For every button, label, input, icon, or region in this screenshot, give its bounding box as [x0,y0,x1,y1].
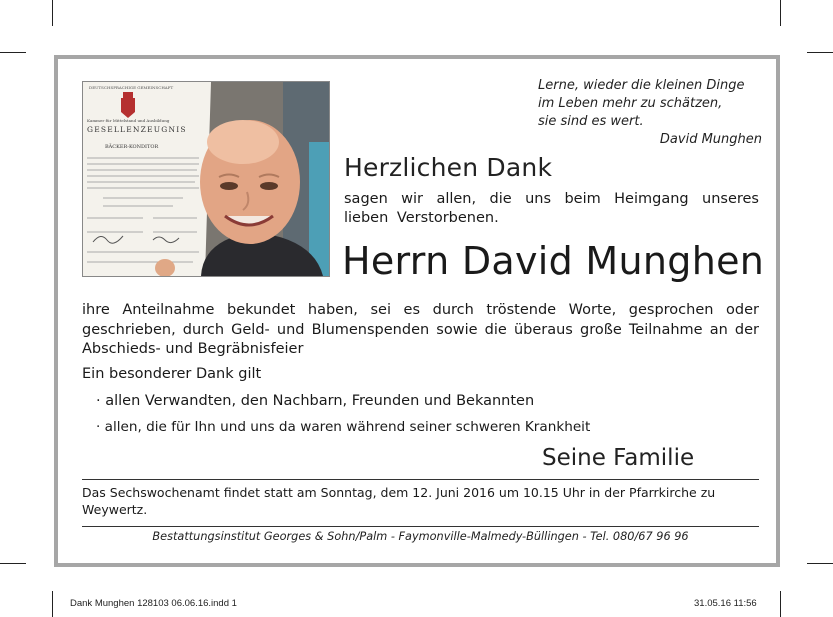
svg-text:Kammer für Mittelstand und Aus: Kammer für Mittelstand und Ausbildung [87,118,170,123]
signature: Seine Familie [542,445,695,471]
thanks-intro: sagen wir allen, die uns beim Heimgang unseres lieben Verstorbenen. [344,191,759,226]
mass-notice: Das Sechswochenamt findet statt am Sonntag, dem 12. Juni 2016 um 10.15 Uhr in der Pfarrkirche zu Weywertz. [82,485,716,517]
print-slug-datetime: 31.05.16 11:56 [694,598,757,609]
crop-mark [52,591,53,617]
certificate-trade: BÄCKER-KONDITOR [105,144,159,150]
svg-text:DEUTSCHSPRACHIGE GEMEINSCHAFT: DEUTSCHSPRACHIGE GEMEINSCHAFT [89,85,174,90]
special-thanks: Ein besonderer Dank gilt [82,366,262,382]
divider [82,479,759,480]
divider [82,526,759,527]
thanks-heading: Herzlichen Dank [344,153,553,182]
thanks-body: ihre Anteilnahme bekundet haben, sei es durch tröstende Worte, gesprochen oder geschrieben, durch Geld- und Blumenspenden sowie die überaus große Teilnahme an der Abschieds- und Begräbnisfeier [82,302,759,357]
quote-line: im Leben mehr zu schätzen, [538,96,723,111]
deceased-name: Herrn David Munghen [342,239,765,283]
crop-mark [52,0,53,26]
obituary-frame [54,55,780,567]
certificate-heading: GESELLENZEUGNIS [87,125,187,134]
crop-mark [807,52,833,53]
crop-mark [780,0,781,26]
crop-mark [807,563,833,564]
thanks-bullet: · allen, die für Ihn und uns da waren während seiner schweren Krankheit [96,419,591,435]
quote-line: sie sind es wert. [538,114,644,129]
undertaker-line: Bestattungsinstitut Georges & Sohn/Palm - Faymonville-Malmedy-Büllingen - Tel. 080/67 96 96 [152,530,689,543]
print-slug-file: Dank Munghen 128103 06.06.16.indd 1 [70,598,237,609]
thanks-bullet: · allen Verwandten, den Nachbarn, Freunden und Bekannten [96,393,535,409]
quote-author: David Munghen [659,132,762,147]
quote-line: Lerne, wieder die kleinen Dinge [538,78,745,93]
crop-mark [0,563,26,564]
crop-mark [0,52,26,53]
crop-mark [780,591,781,617]
quote [538,77,762,149]
portrait-photo [82,81,330,277]
